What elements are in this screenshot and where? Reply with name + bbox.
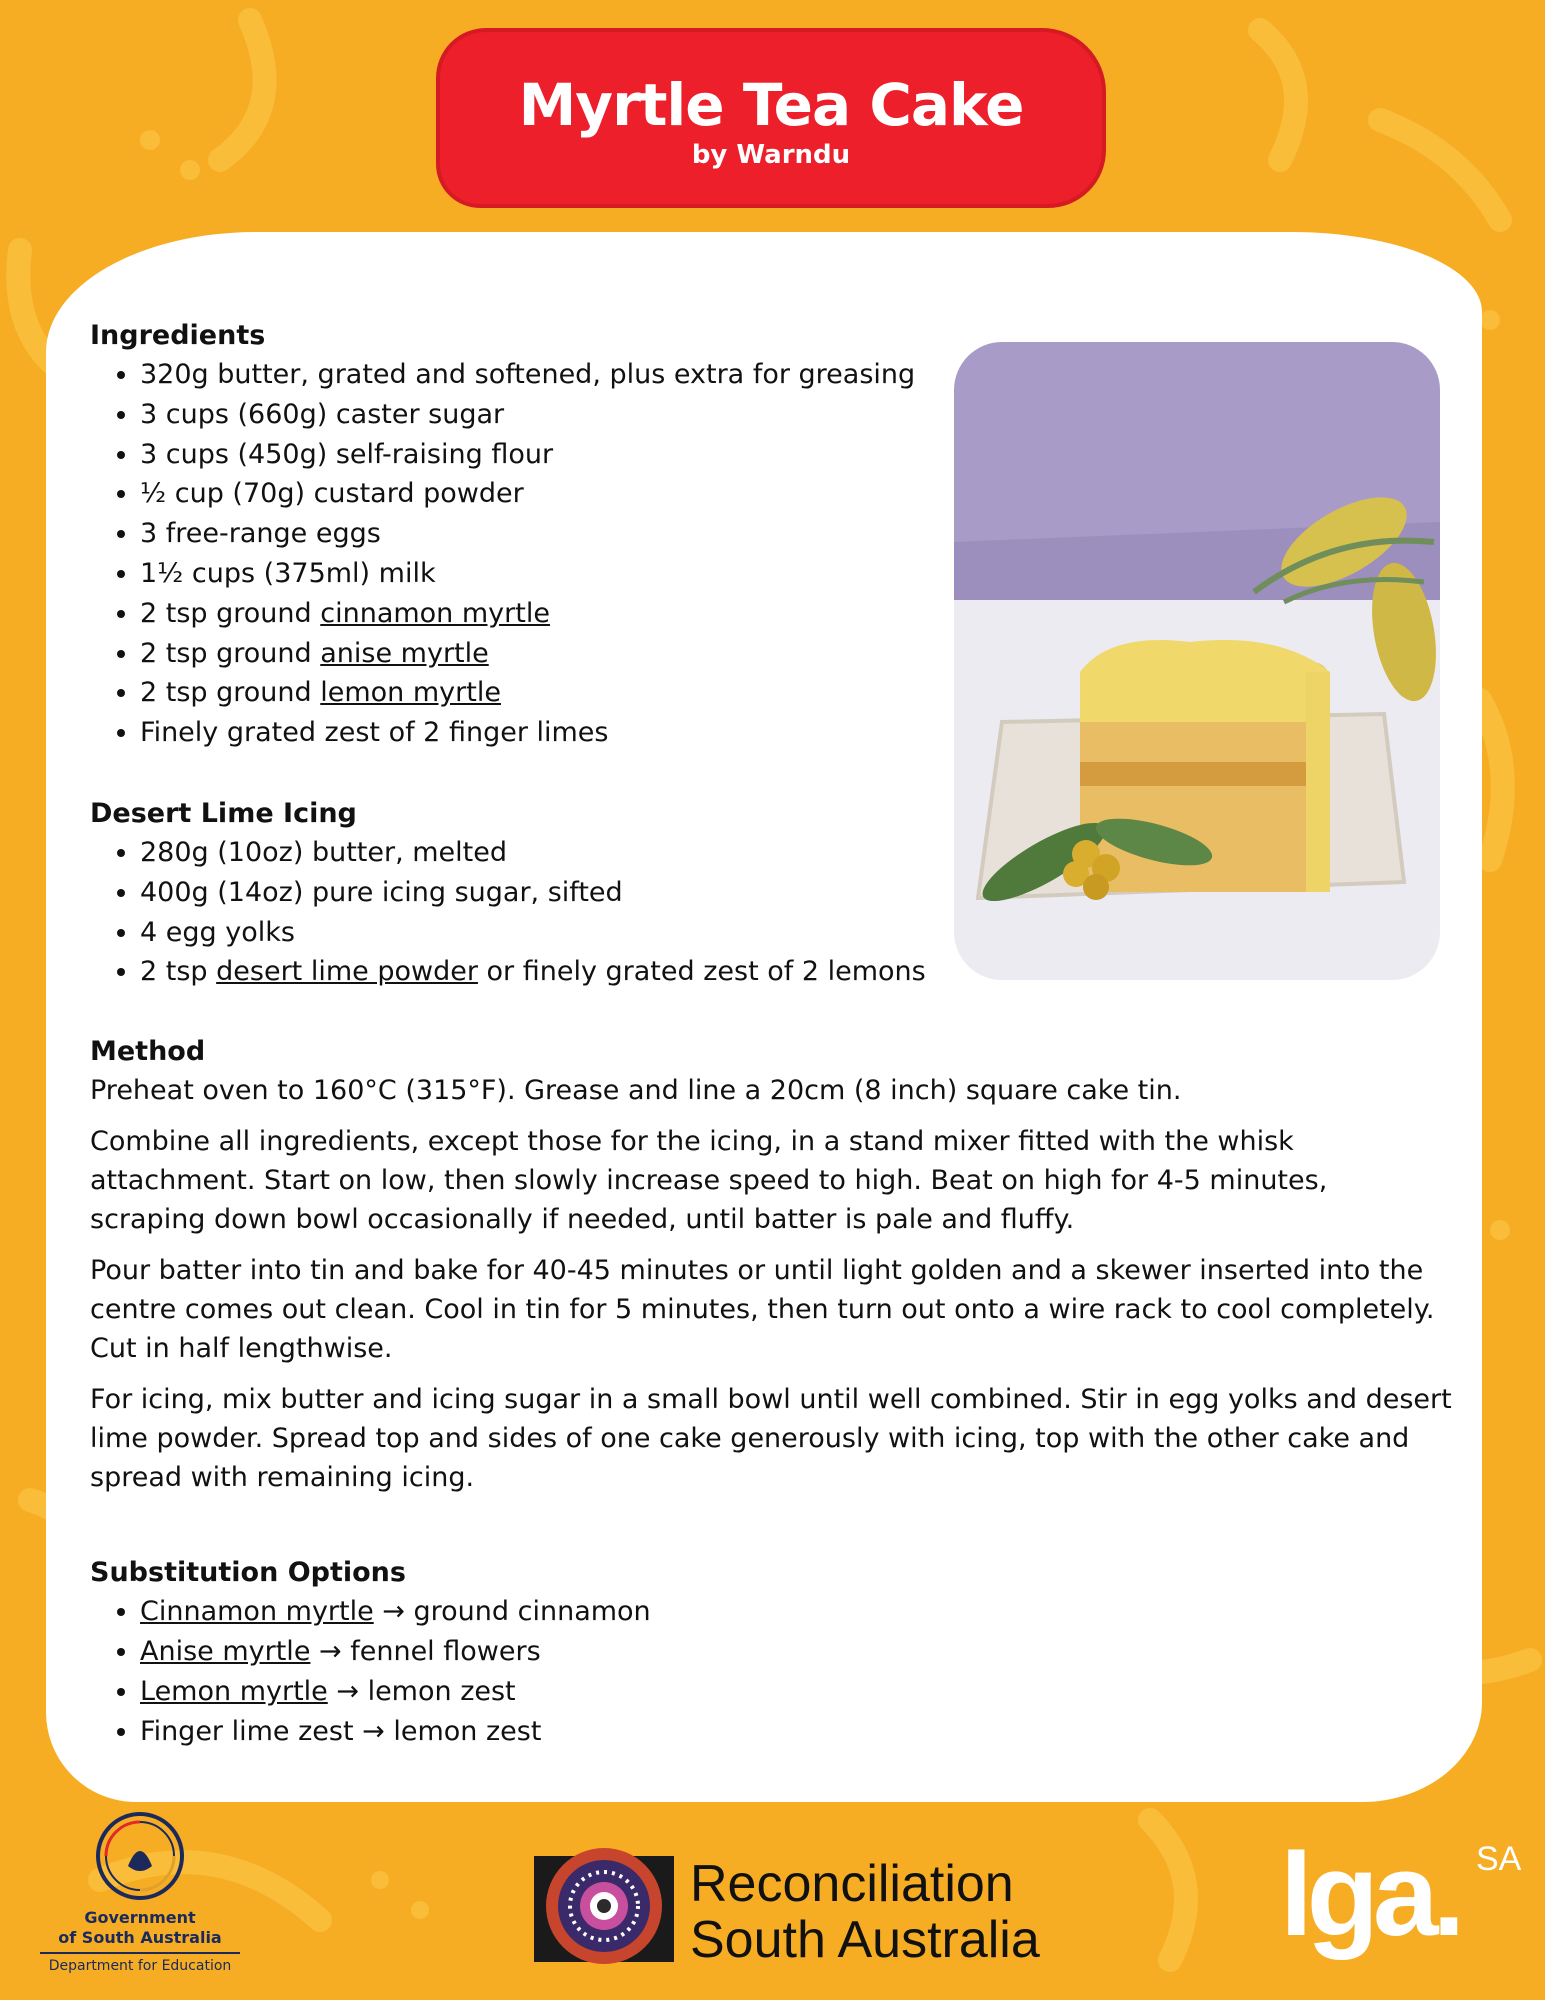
list-item: • 3 cups (450g) self-raising flour (140, 435, 1490, 475)
rsa-line2: South Australia (690, 1911, 1040, 1969)
government-seal-icon (92, 1808, 188, 1904)
gov-name-line2: of South Australia (58, 1928, 222, 1947)
icing-list (90, 833, 1490, 992)
method-step: For icing, mix butter and icing sugar in a small bowl until well combined. Stir in egg yolks and desert lime powder. Spread top and sides of one cake generously with icing, top with the other cake and spread with remaining icing. (90, 1384, 1452, 1494)
divider (40, 1952, 240, 1954)
method-heading: Method (90, 1036, 206, 1068)
list-item: • 320g butter, grated and softened, plus extra for greasing (140, 355, 1490, 395)
recipe-title: Myrtle Tea Cake (518, 71, 1024, 139)
list-item: • 4 egg yolks (140, 913, 1490, 953)
list-item (140, 1592, 1490, 1632)
item-text: 2 tsp ground (140, 677, 321, 709)
list-item (140, 594, 1490, 634)
item-text: 2 tsp ground (140, 637, 321, 669)
lga-sa-suffix: SA (1476, 1840, 1522, 1878)
list-item (140, 1632, 1490, 1672)
icing-heading: Desert Lime Icing (90, 797, 357, 829)
list-item (140, 952, 1490, 992)
gov-department: Department for Education (48, 1958, 232, 1974)
item-text: or finely grated zest of 2 lemons (477, 956, 926, 988)
lga-wordmark: lga. (1280, 1829, 1460, 1961)
list-item: • ½ cup (70g) custard powder (140, 474, 1490, 514)
substitutions-heading: Substitution Options (90, 1557, 406, 1589)
desert-lime-powder-link[interactable]: desert lime powder (216, 956, 478, 988)
list-item: • 3 free-range eggs (140, 514, 1490, 554)
substitutions-list (90, 1592, 1490, 1751)
list-item: • 3 cups (660g) caster sugar (140, 395, 1490, 435)
cinnamon-myrtle-link[interactable]: Cinnamon myrtle (140, 1596, 374, 1628)
item-text: → fennel flowers (310, 1635, 541, 1667)
list-item: • 400g (14oz) pure icing sugar, sifted (140, 873, 1490, 913)
reconciliation-sa-logo (534, 1842, 1054, 1982)
anise-myrtle-link[interactable]: Anise myrtle (140, 1635, 311, 1667)
recipe-byline: by Warndu (691, 139, 851, 170)
list-item: • 1½ cups (375ml) milk (140, 554, 1490, 594)
government-sa-logo (30, 1808, 250, 1993)
reconciliation-sa-wordmark (690, 1856, 1040, 1968)
title-banner (440, 32, 1102, 204)
item-text: 2 tsp (140, 956, 217, 988)
list-item: • Finger lime zest → lemon zest (140, 1712, 1490, 1752)
anise-myrtle-link[interactable]: anise myrtle (320, 637, 489, 669)
ingredients-list (90, 355, 1490, 753)
ingredients-heading: Ingredients (90, 320, 266, 351)
method-step (90, 1251, 1490, 1368)
rsa-line1: Reconciliation (690, 1855, 1014, 1913)
gov-name-line1: Government (84, 1908, 196, 1927)
spacer (90, 753, 1490, 794)
cinnamon-myrtle-link[interactable]: cinnamon myrtle (320, 597, 550, 629)
lemon-myrtle-link[interactable]: Lemon myrtle (140, 1675, 328, 1707)
list-item (140, 1672, 1490, 1712)
method-step: Combine all ingredients, except those for the icing, in a stand mixer fitted with the whisk attachment. Start on low, then slowly increase speed to high. Beat on high for 4-5 minutes, scraping down bowl occasionally if needed, until batter is pale and fluffy. (90, 1126, 1328, 1236)
method-step: Preheat oven to 160°C (315°F). Grease and line a 20cm (8 inch) square cake tin. (90, 1075, 1182, 1107)
method-step-text: Cut in half lengthwise. (90, 1333, 393, 1365)
list-item (140, 634, 1490, 674)
item-text: → ground cinnamon (373, 1596, 651, 1628)
list-item: • 280g (10oz) butter, melted (140, 833, 1490, 873)
item-text: → lemon zest (327, 1675, 516, 1707)
lemon-myrtle-link[interactable]: lemon myrtle (320, 677, 501, 709)
list-item: • Finely grated zest of 2 finger limes (140, 713, 1490, 753)
recipe-content (90, 316, 1490, 1751)
lga-sa-logo (1280, 1820, 1520, 1990)
list-item (140, 673, 1490, 713)
reconciliation-dot-art-icon (534, 1842, 674, 1972)
method-step-text: Pour batter into tin and bake for 40-45 minutes or until light golden and a skewer inserted into the centre comes out clean. Cool in tin for 5 minutes, then turn out onto a wire rack to cool completely. (90, 1255, 1435, 1326)
spacer (90, 992, 1490, 1032)
item-text: 2 tsp ground (140, 597, 321, 629)
spacer (90, 1509, 1490, 1553)
